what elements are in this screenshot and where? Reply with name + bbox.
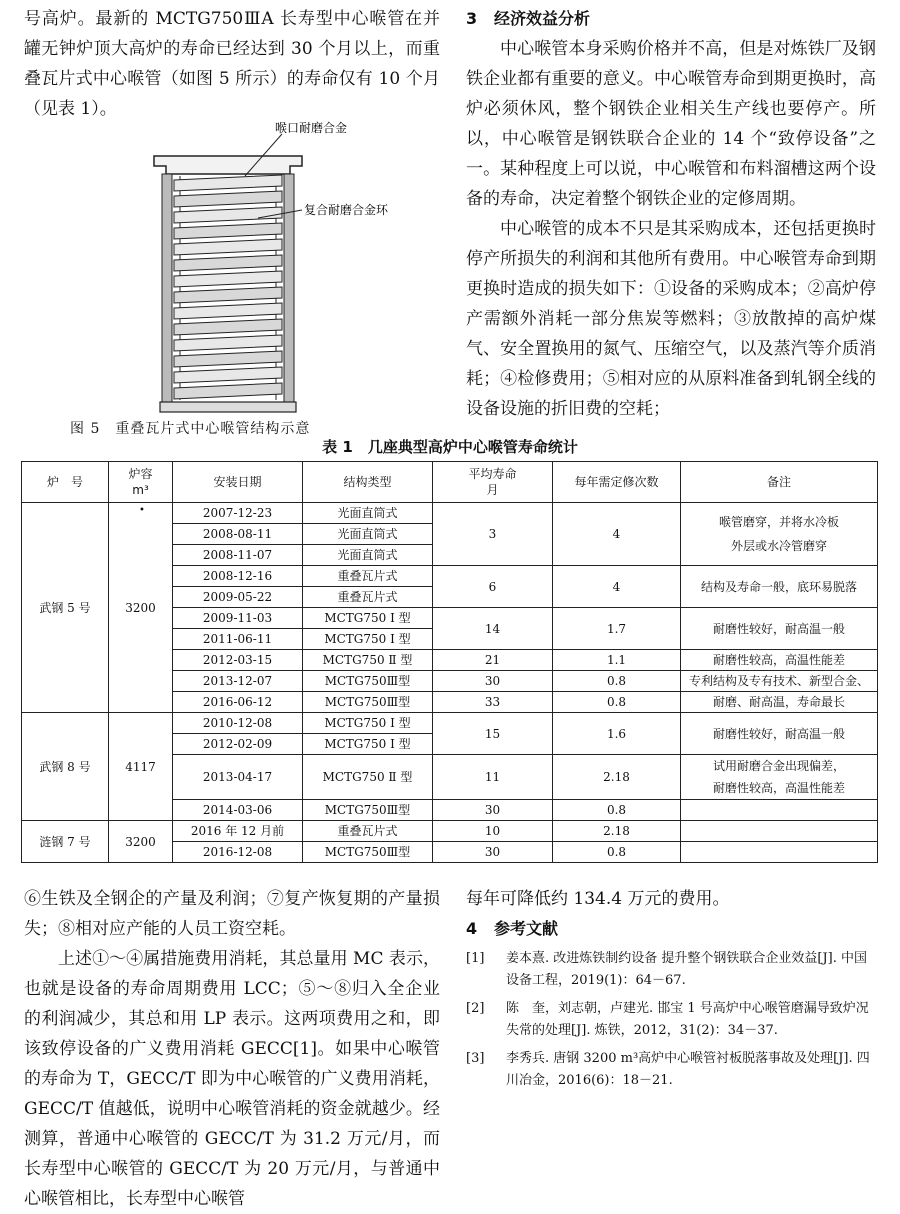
header-furnace: 炉 号 [22, 462, 109, 503]
figure-5-tube-diagram [140, 118, 440, 420]
ring-tile [174, 303, 282, 319]
cell-type: MCTG750 Ⅰ 型 [303, 734, 433, 755]
ring-tile [174, 335, 282, 351]
ring-tile [174, 367, 282, 383]
section-number: 4 [466, 919, 478, 938]
paragraph: 上述①～④属措施费用消耗，其总量用 MC 表示，也就是设备的寿命周期费用 LCC；⑤～⑧归入全企业的利润减少，其总和用 LP 表示。这两项费用之和，即该致停设备的广义费用消耗 GECC[1]。如果中心喉管的寿命为 T，GECC/T 即为中心喉管的广义费用消耗，GECC/T 值越低，说明中心喉管消耗的资金就越少。经测算，普通中心喉管的 GECC/T 为 31.2 万元/月，而长寿型中心喉管的 GECC/T 为 20 万元/月，与普通中心喉管相比，长寿型中心喉管 [24, 949, 440, 1209]
cell-type: MCTG750Ⅲ型 [303, 671, 433, 692]
ring-tile [174, 271, 282, 287]
cell-date: 2008-12-16 [173, 566, 303, 587]
cell-date: 2012-02-09 [173, 734, 303, 755]
cell-date: 2009-11-03 [173, 608, 303, 629]
cell-date: 2011-06-11 [173, 629, 303, 650]
cell-type: 光面直筒式 [303, 545, 433, 566]
cell-life: 11 [433, 755, 553, 800]
cell-life: 10 [433, 821, 553, 842]
section-title: 参考文献 [494, 919, 559, 938]
cell-note [681, 842, 878, 863]
cell-type: MCTG750Ⅲ型 [303, 842, 433, 863]
cell-life: 30 [433, 671, 553, 692]
cell-repairs: 2.18 [553, 821, 681, 842]
cell-date: 2012-03-15 [173, 650, 303, 671]
cell-date: 2013-12-07 [173, 671, 303, 692]
section-title: 经济效益分析 [494, 9, 591, 28]
cell-note [681, 800, 878, 821]
header-note: 备注 [681, 462, 878, 503]
section-heading-4 [466, 914, 876, 944]
cell-note: 喉管磨穿，并将水冷板 外层或水冷管磨穿 [681, 503, 878, 566]
cell-type: 光面直筒式 [303, 503, 433, 524]
header-date: 安装日期 [173, 462, 303, 503]
cell-volume: 3200 [109, 821, 173, 863]
overlapping-alloy-rings [174, 175, 282, 399]
left-column-top [24, 4, 440, 124]
cell-life: 30 [433, 800, 553, 821]
cell-repairs: 0.8 [553, 842, 681, 863]
cell-life: 15 [433, 713, 553, 755]
cell-note [681, 821, 878, 842]
ring-tile [174, 319, 282, 335]
cell-life: 6 [433, 566, 553, 608]
cell-volume: • 3200 [109, 503, 173, 713]
cell-life: 3 [433, 503, 553, 566]
cell-life: 21 [433, 650, 553, 671]
left-column-bottom [24, 884, 440, 1214]
footnote-mark: • [139, 505, 145, 516]
ring-tile [174, 287, 282, 303]
cell-date: 2008-08-11 [173, 524, 303, 545]
reference-tag: [1] [466, 951, 485, 966]
paragraph: 中心喉管本身采购价格并不高，但是对炼铁厂及钢铁企业都有重要的意义。中心喉管寿命到期更换时，高炉必须休风，整个钢铁企业相关生产线也要停产。所以，中心喉管是钢铁联合企业的 14 个“致停设备”之一。某种程度上可以说，中心喉管和布料溜槽这两个设备的寿命，决定着整个钢铁企业的定修周期。 [466, 39, 876, 209]
table-title: 表 1 几座典型高炉中心喉管寿命统计 [322, 438, 578, 456]
ring-tile [174, 175, 282, 191]
ring-tile [174, 191, 282, 207]
cell-date: 2009-05-22 [173, 587, 303, 608]
header-repairs: 每年需定修次数 [553, 462, 681, 503]
cell-repairs: 1.7 [553, 608, 681, 650]
cell-repairs: 0.8 [553, 671, 681, 692]
cell-type: MCTG750 Ⅰ 型 [303, 713, 433, 734]
reference-text: 陈 奎，刘志朝，卢建光. 邯宝 1 号高炉中心喉管磨漏导致炉况失常的处理[J]. 炼铁，2012，31(2)：34－37. [506, 1001, 869, 1038]
cell-date: 2007-12-23 [173, 503, 303, 524]
cell-type: MCTG750 Ⅰ 型 [303, 608, 433, 629]
paragraph: 每年可降低约 134.4 万元的费用。 [466, 889, 730, 909]
cell-type: 光面直筒式 [303, 524, 433, 545]
cell-furnace: 涟钢 7 号 [22, 821, 109, 863]
cell-type: MCTG750 Ⅱ 型 [303, 650, 433, 671]
reference-tag: [2] [466, 1001, 485, 1016]
reference-item [466, 1048, 876, 1092]
cell-type: 重叠瓦片式 [303, 821, 433, 842]
reference-item [466, 948, 876, 992]
paragraph: 中心喉管的成本不只是其采购成本，还包括更换时停产所损失的利润和其他所有费用。中心喉管寿命到期更换时造成的损失如下：①设备的采购成本；②高炉停产需额外消耗一部分焦炭等燃料；③放散掉的高炉煤气、安全置换用的氮气、压缩空气，以及蒸汽等介质消耗；④检修费用；⑤相对应的从原料准备到轧钢全线的设备设施的折旧费的空耗； [466, 219, 876, 419]
cell-note: 耐磨性较高，高温性能差 [681, 650, 878, 671]
figure-caption: 图 5 重叠瓦片式中心喉管结构示意 [70, 421, 311, 437]
header-life: 平均寿命 月 [433, 462, 553, 503]
cell-note: 耐磨性较好，耐高温一般 [681, 713, 878, 755]
cell-repairs: 1.1 [553, 650, 681, 671]
cell-date: 2016 年 12 月前 [173, 821, 303, 842]
cell-type: 重叠瓦片式 [303, 566, 433, 587]
cell-date: 2008-11-07 [173, 545, 303, 566]
cell-type: MCTG750Ⅲ型 [303, 800, 433, 821]
right-column-bottom [466, 884, 876, 1098]
cell-note: 试用耐磨合金出现偏差， 耐磨性较高，高温性能差 [681, 755, 878, 800]
section-number: 3 [466, 9, 478, 28]
cell-note: 耐磨性较好，耐高温一般 [681, 608, 878, 650]
cell-repairs: 4 [553, 503, 681, 566]
table-row [22, 503, 878, 524]
cell-date: 2014-03-06 [173, 800, 303, 821]
right-column-top [466, 4, 876, 424]
reference-text: 姜本熹. 改进炼铁制约设备 提升整个钢铁联合企业效益[J]. 中国设备工程，2019(1)：64－67. [506, 951, 868, 988]
reference-item [466, 998, 876, 1042]
reference-text: 李秀兵. 唐钢 3200 m³高炉中心喉管衬板脱落事故及处理[J]. 四川冶金，2016(6)：18－21. [506, 1051, 870, 1088]
cell-furnace: 武钢 5 号 [22, 503, 109, 713]
cell-date: 2010-12-08 [173, 713, 303, 734]
header-volume: 炉容 m³ [109, 462, 173, 503]
cell-volume: 4117 [109, 713, 173, 821]
cell-life: 14 [433, 608, 553, 650]
cell-note: 耐磨、耐高温，寿命最长 [681, 692, 878, 713]
cell-type: MCTG750 Ⅱ 型 [303, 755, 433, 800]
ring-tile [174, 223, 282, 239]
cell-type: MCTG750 Ⅰ 型 [303, 629, 433, 650]
cell-life: 30 [433, 842, 553, 863]
reference-tag: [3] [466, 1051, 485, 1066]
ring-tile [174, 383, 282, 399]
label-throat-alloy: 喉口耐磨合金 [275, 121, 348, 135]
cell-life: 33 [433, 692, 553, 713]
header-type: 结构类型 [303, 462, 433, 503]
cell-date: 2013-04-17 [173, 755, 303, 800]
cell-furnace: 武钢 8 号 [22, 713, 109, 821]
ring-tile [174, 239, 282, 255]
cell-repairs: 4 [553, 566, 681, 608]
label-composite-ring: 复合耐磨合金环 [304, 203, 389, 217]
table-1 [21, 461, 878, 863]
section-heading-3 [466, 4, 876, 34]
ring-tile [174, 255, 282, 271]
cell-note: 结构及寿命一般，底环易脱落 [681, 566, 878, 608]
cell-repairs: 2.18 [553, 755, 681, 800]
cell-note: 专利结构及专有技术、新型合金、 [681, 671, 878, 692]
table-header-row [22, 462, 878, 503]
table-row [22, 821, 878, 842]
cell-type: MCTG750Ⅲ型 [303, 692, 433, 713]
cell-repairs: 0.8 [553, 692, 681, 713]
paragraph: 号高炉。最新的 MCTG750ⅢA 长寿型中心喉管在并罐无钟炉顶大高炉的寿命已经达到 30 个月以上，而重叠瓦片式中心喉管（如图 5 所示）的寿命仅有 10 个月（见表 1）。 [24, 9, 440, 119]
cell-date: 2016-06-12 [173, 692, 303, 713]
table-row [22, 713, 878, 734]
cell-repairs: 0.8 [553, 800, 681, 821]
cell-type: 重叠瓦片式 [303, 587, 433, 608]
ring-tile [174, 207, 282, 223]
cell-repairs: 1.6 [553, 713, 681, 755]
cell-date: 2016-12-08 [173, 842, 303, 863]
ring-tile [174, 351, 282, 367]
paragraph: ⑥生铁及全钢企的产量及利润；⑦复产恢复期的产量损失；⑧相对应产能的人员工资空耗。 [24, 889, 440, 939]
